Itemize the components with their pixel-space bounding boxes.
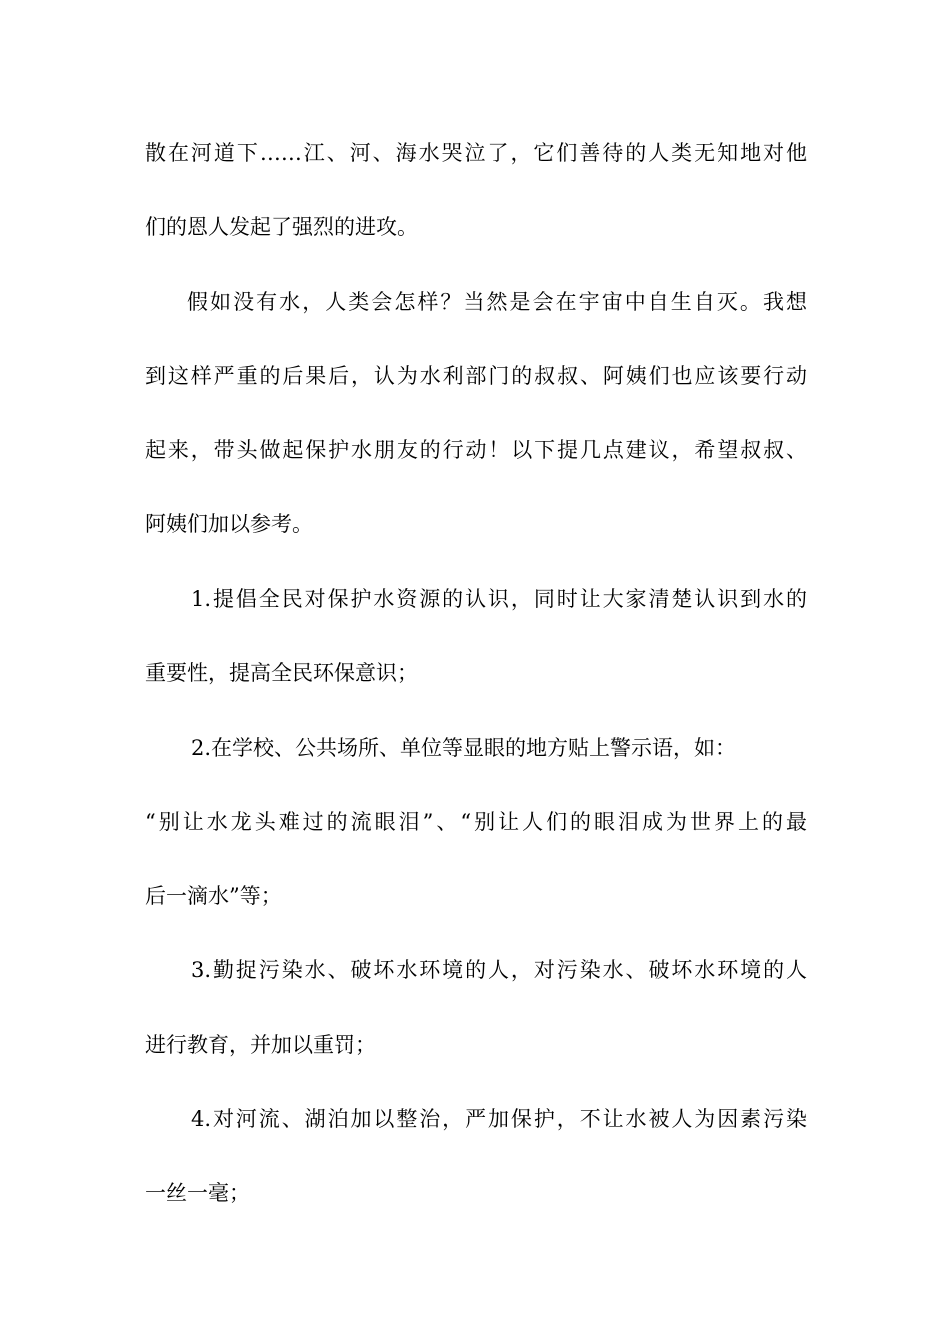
text-line: 一丝一毫； (145, 1181, 250, 1205)
text-line: 进行教育，并加以重罚； (145, 1033, 376, 1057)
text-line: 阿姨们加以参考。 (145, 512, 313, 536)
text-line: 2.在学校、公共场所、单位等显眼的地方贴上警示语，如： (191, 736, 737, 760)
text-line: “别让水龙头难过的流眼泪”、“别让人们的眼泪成为世界上的最 (145, 810, 807, 834)
text-line: 假如没有水，人类会怎样？当然是会在宇宙中自生自灭。我想 (187, 290, 807, 314)
text-line: 4.对河流、湖泊加以整治，严加保护，不让水被人为因素污染 (191, 1107, 807, 1131)
text-line: 起来，带头做起保护水朋友的行动！以下提几点建议，希望叔叔、 (145, 438, 807, 462)
text-line: 散在河道下……江、河、海水哭泣了，它们善待的人类无知地对他 (145, 141, 807, 165)
text-line: 重要性，提高全民环保意识； (145, 661, 418, 685)
text-line: 们的恩人发起了强烈的进攻。 (145, 215, 418, 239)
text-line: 到这样严重的后果后，认为水利部门的叔叔、阿姨们也应该要行动 (145, 364, 807, 388)
text-line: 1.提倡全民对保护水资源的认识，同时让大家清楚认识到水的 (191, 587, 807, 611)
text-line: 后一滴水”等； (145, 884, 282, 908)
text-line: 3.勤捉污染水、破坏水环境的人，对污染水、破坏水环境的人 (191, 958, 807, 982)
